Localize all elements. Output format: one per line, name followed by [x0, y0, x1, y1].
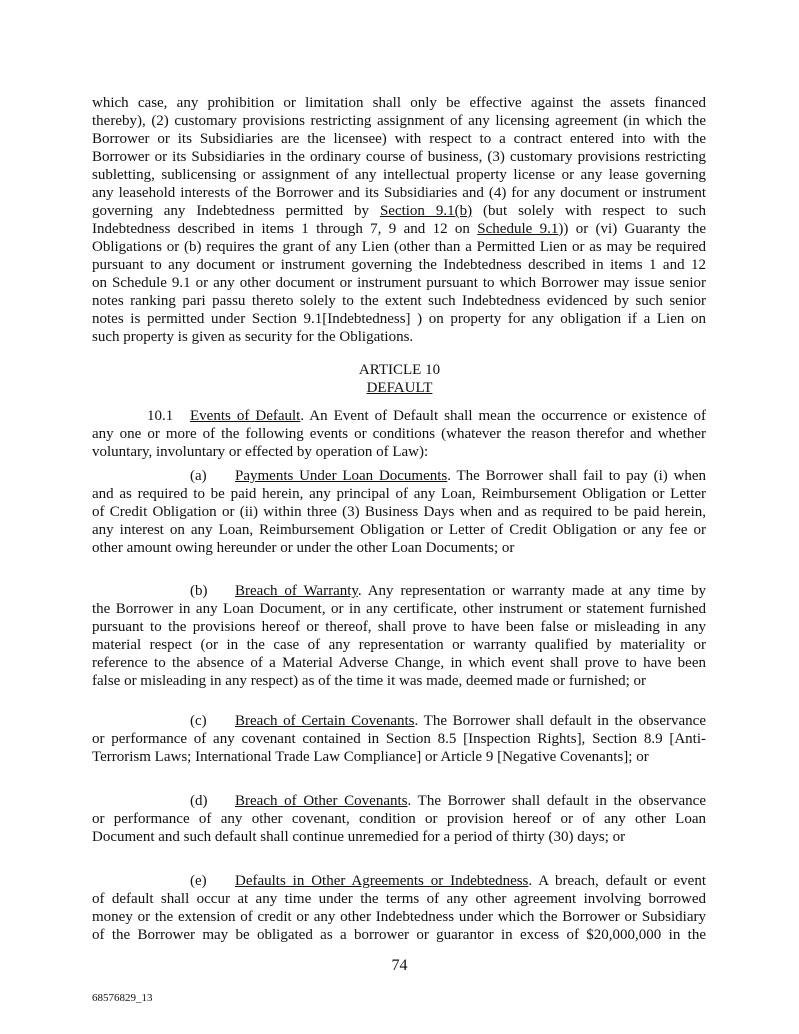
text-line: subletting, sublicensing or assignment of any intellectual property license or any lease governing — [92, 167, 706, 183]
text-segment: . Any representation or warranty made at any time by — [357, 583, 706, 599]
text-line: any one or more of the following events or conditions (whatever the reason therefor and whether — [92, 426, 706, 442]
text-line: on Schedule 9.1 or any other document or instrument pursuant to which Borrower may issue senior — [92, 275, 706, 291]
cross-reference-link: Section 9.1(b) — [379, 203, 473, 219]
text-segment: . The Borrower shall default in the observance — [407, 793, 706, 809]
page-number: 74 — [391, 957, 408, 974]
item-label: (a) — [190, 468, 207, 484]
item-label: (d) — [190, 793, 208, 809]
text-line: any leasehold interests of the Borrower and its Subsidiaries and (4) for any document or instrument — [92, 185, 706, 201]
item-heading: Events of Default — [190, 408, 301, 424]
item-label: (b) — [190, 583, 208, 599]
text-line: notes ranking pari passu thereto solely to the extent such Indebtedness evidenced by such senior — [92, 293, 706, 309]
item-label: (e) — [190, 873, 207, 889]
text-line: Borrower or its Subsidiaries in the ordinary course of business, (3) customary provisions restricting — [92, 149, 706, 165]
first-line — [92, 467, 706, 485]
text-segment: )) or (vi) Guaranty the — [558, 221, 707, 237]
text-line: the Borrower in any Loan Document, or in any certificate, other instrument or statement furnished — [92, 601, 706, 617]
text-line: of default shall occur at any time under the terms of any other agreement involving borrowed — [92, 891, 706, 907]
text-segment: . The Borrower shall fail to pay (i) when — [447, 468, 706, 484]
item-heading: Breach of Certain Covenants — [235, 713, 415, 729]
item-b — [92, 582, 706, 690]
text-segment: Indebtedness described in items 1 through 7, 9 and 12 on — [92, 221, 478, 237]
first-line — [92, 712, 706, 730]
text-line: Obligations or (b) requires the grant of any Lien (other than a Permitted Lien or as may be required — [92, 239, 706, 255]
text-line: Document and such default shall continue unremedied for a period of thirty (30) days; or — [92, 829, 626, 845]
text-segment: governing any Indebtedness permitted by — [92, 203, 380, 219]
article-title-wrap — [0, 379, 799, 397]
item-c — [92, 712, 706, 766]
first-line-text — [235, 582, 706, 600]
item-e — [92, 872, 706, 944]
text-line: pursuant to the provisions hereof or thereof, shall prove to have been false or misleading in any — [92, 619, 706, 635]
text-line: or performance of any covenant contained in Section 8.5 [Inspection Rights], Section 8.9 [Anti- — [92, 731, 706, 747]
text-line: which case, any prohibition or limitation shall only be effective against the assets financed — [92, 95, 706, 111]
text-line: voluntary, involuntary or effected by operation of Law): — [92, 444, 429, 460]
document-id: 68576829_13 — [92, 992, 153, 1004]
continuation-paragraph — [92, 94, 706, 346]
cross-reference-link: Schedule 9.1 — [477, 221, 559, 237]
text-line — [92, 220, 706, 238]
text-line: false or misleading in any respect) as of the time it was made, deemed made or furnished; or — [92, 673, 646, 689]
item-heading: Defaults in Other Agreements or Indebtedness — [235, 873, 529, 889]
article-title: DEFAULT — [366, 380, 433, 396]
text-line: pursuant to any document or instrument governing the Indebtedness described in items 1 and 12 — [92, 257, 706, 273]
text-line: or performance of any other covenant, condition or provision hereof or of any other Loan — [92, 811, 706, 827]
item-heading: Payments Under Loan Documents — [235, 468, 448, 484]
text-line: thereby), (2) customary provisions restricting assignment of any licensing agreement (in which the — [92, 113, 706, 129]
text-line: Borrower or its Subsidiaries are the licensee) with respect to a contract entered into with the — [92, 131, 706, 147]
first-line — [92, 582, 706, 600]
text-line: such property is given as security for the Obligations. — [92, 329, 414, 345]
first-line-text — [235, 792, 706, 810]
text-segment: . The Borrower shall default in the observance — [414, 713, 706, 729]
first-line — [92, 792, 706, 810]
text-line: other amount owing hereunder or under the other Loan Documents; or — [92, 540, 515, 556]
text-line: of the Borrower may be obligated as a borrower or guarantor in excess of $20,000,000 in the — [92, 927, 706, 943]
first-line-text — [235, 467, 706, 485]
text-segment: . An Event of Default shall mean the occurrence or existence of — [300, 408, 706, 424]
item-heading: Breach of Other Covenants — [235, 793, 408, 809]
item-label: 10.1 — [147, 408, 174, 424]
first-line-text — [235, 712, 706, 730]
text-line: and as required to be paid herein, any principal of any Loan, Reimbursement Obligation or Letter — [92, 486, 706, 502]
text-line: Terrorism Laws; International Trade Law Compliance] or Article 9 [Negative Covenants]; or — [92, 749, 649, 765]
text-segment: . A breach, default or event — [528, 873, 706, 889]
text-line: any interest on any Loan, Reimbursement Obligation or Letter of Credit Obligation or any fee or — [92, 522, 706, 538]
text-line: of Credit Obligation or (ii) within three (3) Business Days when and as required to be paid herein, — [92, 504, 706, 520]
text-line: material respect (or in the case of any representation or warranty qualified by materiality or — [92, 637, 706, 653]
first-line — [92, 872, 706, 890]
article-number: ARTICLE 10 — [358, 362, 441, 378]
first-line-text — [190, 407, 706, 425]
item-heading: Breach of Warranty — [235, 583, 358, 599]
item-a — [92, 467, 706, 557]
item-d — [92, 792, 706, 846]
text-segment: (but solely with respect to such — [472, 203, 706, 219]
section-10-1 — [92, 407, 706, 461]
text-line: money or the extension of credit or any other Indebtedness under which the Borrower or Subsidiary — [92, 909, 706, 925]
text-line: reference to the absence of a Material Adverse Change, in which event shall prove to have been — [92, 655, 706, 671]
text-line — [92, 202, 706, 220]
first-line — [92, 407, 706, 425]
text-line: notes is permitted under Section 9.1[Indebtedness] ) on property for any obligation if a Lien on — [92, 311, 706, 327]
first-line-text — [235, 872, 706, 890]
item-label: (c) — [190, 713, 207, 729]
